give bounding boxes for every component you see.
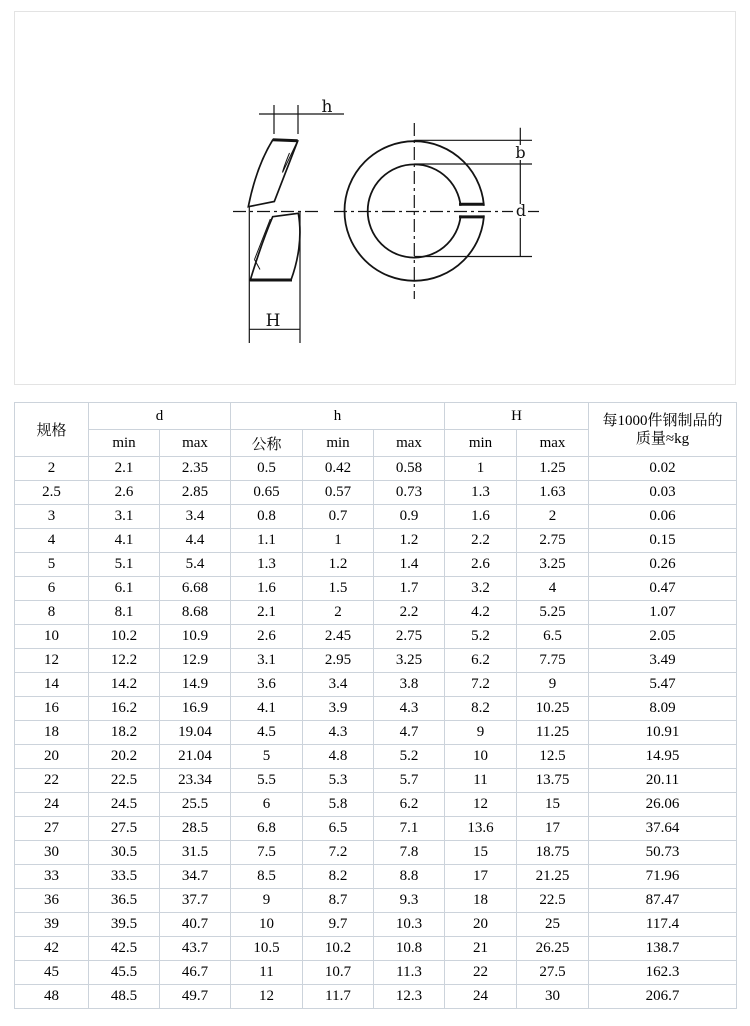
header-mass-line2: 质量≈kg [635, 430, 690, 447]
table-cell: 8.2 [445, 697, 517, 721]
table-cell: 162.3 [589, 961, 737, 985]
table-cell: 13.75 [517, 769, 589, 793]
table-row [15, 865, 737, 889]
table-cell: 1.63 [517, 481, 589, 505]
table-cell: 3.4 [303, 673, 374, 697]
table-cell: 31.5 [160, 841, 231, 865]
table-cell: 0.47 [589, 577, 737, 601]
table-row [15, 721, 737, 745]
table-cell: 21.25 [517, 865, 589, 889]
table-cell: 206.7 [589, 985, 737, 1009]
table-cell: 5 [15, 553, 89, 577]
table-row [15, 817, 737, 841]
table-cell: 5.3 [303, 769, 374, 793]
table-cell: 26.06 [589, 793, 737, 817]
table-cell: 14.9 [160, 673, 231, 697]
table-cell: 16.9 [160, 697, 231, 721]
table-cell: 0.57 [303, 481, 374, 505]
table-cell: 12.9 [160, 649, 231, 673]
table-cell: 1.6 [445, 505, 517, 529]
table-row [15, 505, 737, 529]
table-cell: 46.7 [160, 961, 231, 985]
table-cell: 5.2 [374, 745, 445, 769]
table-cell: 25.5 [160, 793, 231, 817]
table-cell: 37.64 [589, 817, 737, 841]
table-cell: 33 [15, 865, 89, 889]
table-cell: 7.5 [231, 841, 303, 865]
side-view-upper-section [248, 140, 297, 207]
table-cell: 17 [445, 865, 517, 889]
table-cell: 4.3 [374, 697, 445, 721]
table-cell: 27.5 [517, 961, 589, 985]
table-cell: 24 [15, 793, 89, 817]
header-H: H [445, 403, 589, 430]
table-cell: 34.7 [160, 865, 231, 889]
header-d-min: min [89, 430, 160, 457]
table-cell: 17 [517, 817, 589, 841]
table-cell: 7.2 [303, 841, 374, 865]
spring-washer-drawing [15, 12, 735, 384]
table-cell: 48 [15, 985, 89, 1009]
table-cell: 4.7 [374, 721, 445, 745]
table-cell: 1.4 [374, 553, 445, 577]
drawing-panel [14, 11, 736, 385]
table-cell: 10 [445, 745, 517, 769]
table-cell: 30.5 [89, 841, 160, 865]
table-cell: 1.7 [374, 577, 445, 601]
table-cell: 2.1 [89, 457, 160, 481]
table-cell: 16.2 [89, 697, 160, 721]
table-cell: 1.3 [445, 481, 517, 505]
table-cell: 3 [15, 505, 89, 529]
table-cell: 0.9 [374, 505, 445, 529]
table-cell: 12.5 [517, 745, 589, 769]
table-cell: 10.2 [303, 937, 374, 961]
side-view-lower-section [250, 213, 300, 280]
table-cell: 4 [15, 529, 89, 553]
table-cell: 2 [517, 505, 589, 529]
header-H-max: max [517, 430, 589, 457]
table-cell: 13.6 [445, 817, 517, 841]
table-cell: 4.5 [231, 721, 303, 745]
table-cell: 3.1 [231, 649, 303, 673]
table-cell: 3.8 [374, 673, 445, 697]
dim-label-h: h [321, 97, 333, 117]
table-header [15, 403, 737, 457]
table-cell: 87.47 [589, 889, 737, 913]
table-cell: 10 [15, 625, 89, 649]
table-cell: 4.1 [231, 697, 303, 721]
table-cell: 0.42 [303, 457, 374, 481]
table-cell: 18 [15, 721, 89, 745]
table-cell: 40.7 [160, 913, 231, 937]
side-view-upper-top-edge [273, 140, 298, 141]
table-cell: 2.2 [374, 601, 445, 625]
table-cell: 3.25 [517, 553, 589, 577]
table-cell: 5.25 [517, 601, 589, 625]
table-cell: 18.75 [517, 841, 589, 865]
table-cell: 2.6 [89, 481, 160, 505]
table-cell: 12 [231, 985, 303, 1009]
table-cell: 6.2 [445, 649, 517, 673]
table-cell: 4.4 [160, 529, 231, 553]
table-cell: 3.49 [589, 649, 737, 673]
header-row-1 [15, 403, 737, 430]
table-cell: 14 [15, 673, 89, 697]
table-row [15, 625, 737, 649]
table-cell: 0.02 [589, 457, 737, 481]
table-cell: 6.5 [303, 817, 374, 841]
table-cell: 0.06 [589, 505, 737, 529]
table-cell: 2.2 [445, 529, 517, 553]
table-cell: 2.85 [160, 481, 231, 505]
table-cell: 10.8 [374, 937, 445, 961]
table-cell: 4.8 [303, 745, 374, 769]
dimension-table [14, 402, 737, 1009]
table-cell: 5.7 [374, 769, 445, 793]
table-cell: 24 [445, 985, 517, 1009]
split-gap [451, 206, 494, 216]
table-cell: 3.25 [374, 649, 445, 673]
table-cell: 3.1 [89, 505, 160, 529]
table-cell: 20 [445, 913, 517, 937]
table-cell: 2.5 [15, 481, 89, 505]
table-cell: 37.7 [160, 889, 231, 913]
table-cell: 8.5 [231, 865, 303, 889]
table-cell: 20.11 [589, 769, 737, 793]
table-row [15, 697, 737, 721]
table-cell: 14.95 [589, 745, 737, 769]
table-cell: 4 [517, 577, 589, 601]
table-cell: 18 [445, 889, 517, 913]
table-cell: 1.2 [303, 553, 374, 577]
table-cell: 3.2 [445, 577, 517, 601]
table-cell: 12 [445, 793, 517, 817]
table-cell: 36 [15, 889, 89, 913]
table-cell: 26.25 [517, 937, 589, 961]
table-cell: 1.1 [231, 529, 303, 553]
table-row [15, 457, 737, 481]
table-cell: 12.3 [374, 985, 445, 1009]
table-cell: 21 [445, 937, 517, 961]
table-cell: 3.4 [160, 505, 231, 529]
table-cell: 4.1 [89, 529, 160, 553]
table-cell: 9.3 [374, 889, 445, 913]
table-cell: 1.25 [517, 457, 589, 481]
table-cell: 138.7 [589, 937, 737, 961]
table-row [15, 841, 737, 865]
header-mass [589, 403, 737, 457]
header-spec: 规格 [15, 403, 89, 457]
table-cell: 8.8 [374, 865, 445, 889]
table-cell: 11.7 [303, 985, 374, 1009]
table-row [15, 481, 737, 505]
table-cell: 16 [15, 697, 89, 721]
table-cell: 20.2 [89, 745, 160, 769]
table-cell: 18.2 [89, 721, 160, 745]
table-cell: 11.3 [374, 961, 445, 985]
header-d: d [89, 403, 231, 430]
header-h-nominal: 公称 [231, 430, 303, 457]
table-cell: 45.5 [89, 961, 160, 985]
table-cell: 5.5 [231, 769, 303, 793]
table-cell: 8.68 [160, 601, 231, 625]
table-cell: 10.3 [374, 913, 445, 937]
table-row [15, 793, 737, 817]
table-cell: 10.9 [160, 625, 231, 649]
table-cell: 49.7 [160, 985, 231, 1009]
table-cell: 39 [15, 913, 89, 937]
table-row [15, 961, 737, 985]
table-cell: 9 [445, 721, 517, 745]
table-cell: 30 [517, 985, 589, 1009]
table-cell: 7.1 [374, 817, 445, 841]
table-cell: 25 [517, 913, 589, 937]
table-cell: 42 [15, 937, 89, 961]
table-cell: 2.95 [303, 649, 374, 673]
header-H-min: min [445, 430, 517, 457]
table-row [15, 529, 737, 553]
table-cell: 6 [15, 577, 89, 601]
table-cell: 10.25 [517, 697, 589, 721]
table-cell: 8.2 [303, 865, 374, 889]
table-cell: 9 [517, 673, 589, 697]
table-cell: 9 [231, 889, 303, 913]
table-cell: 6 [231, 793, 303, 817]
spec-table-body [15, 457, 737, 1009]
table-cell: 0.65 [231, 481, 303, 505]
table-cell: 23.34 [160, 769, 231, 793]
table-cell: 1.3 [231, 553, 303, 577]
table-cell: 22.5 [89, 769, 160, 793]
table-row [15, 769, 737, 793]
table-cell: 11.25 [517, 721, 589, 745]
table-cell: 43.7 [160, 937, 231, 961]
table-cell: 24.5 [89, 793, 160, 817]
table-row [15, 553, 737, 577]
table-row [15, 673, 737, 697]
table-cell: 1 [445, 457, 517, 481]
table-cell: 0.03 [589, 481, 737, 505]
table-row [15, 937, 737, 961]
table-cell: 0.58 [374, 457, 445, 481]
table-cell: 10.7 [303, 961, 374, 985]
table-cell: 42.5 [89, 937, 160, 961]
table-cell: 2.6 [231, 625, 303, 649]
table-cell: 10.5 [231, 937, 303, 961]
table-cell: 39.5 [89, 913, 160, 937]
table-row [15, 649, 737, 673]
table-cell: 28.5 [160, 817, 231, 841]
table-cell: 48.5 [89, 985, 160, 1009]
table-cell: 5.47 [589, 673, 737, 697]
table-cell: 21.04 [160, 745, 231, 769]
header-d-max: max [160, 430, 231, 457]
table-cell: 2.35 [160, 457, 231, 481]
table-cell: 10 [231, 913, 303, 937]
table-cell: 0.5 [231, 457, 303, 481]
table-cell: 6.5 [517, 625, 589, 649]
table-cell: 22.5 [517, 889, 589, 913]
table-cell: 11 [445, 769, 517, 793]
table-cell: 0.73 [374, 481, 445, 505]
table-cell: 1.07 [589, 601, 737, 625]
table-cell: 3.6 [231, 673, 303, 697]
table-cell: 27.5 [89, 817, 160, 841]
header-h-min: min [303, 430, 374, 457]
table-cell: 12 [15, 649, 89, 673]
table-cell: 7.2 [445, 673, 517, 697]
table-cell: 27 [15, 817, 89, 841]
table-cell: 4.3 [303, 721, 374, 745]
dim-label-d: d [515, 201, 527, 220]
table-cell: 1.6 [231, 577, 303, 601]
table-cell: 5.4 [160, 553, 231, 577]
table-cell: 0.7 [303, 505, 374, 529]
table-cell: 6.8 [231, 817, 303, 841]
table-cell: 2.6 [445, 553, 517, 577]
table-cell: 22 [15, 769, 89, 793]
table-cell: 2.75 [517, 529, 589, 553]
table-cell: 20 [15, 745, 89, 769]
table-cell: 2.45 [303, 625, 374, 649]
table-cell: 45 [15, 961, 89, 985]
table-cell: 5.2 [445, 625, 517, 649]
table-cell: 0.8 [231, 505, 303, 529]
table-cell: 36.5 [89, 889, 160, 913]
header-h-max: max [374, 430, 445, 457]
table-cell: 15 [517, 793, 589, 817]
table-cell: 4.2 [445, 601, 517, 625]
table-cell: 33.5 [89, 865, 160, 889]
table-cell: 2.75 [374, 625, 445, 649]
table-cell: 11 [231, 961, 303, 985]
table-cell: 22 [445, 961, 517, 985]
table-cell: 7.75 [517, 649, 589, 673]
dim-label-H: H [265, 311, 281, 331]
table-cell: 6.1 [89, 577, 160, 601]
dim-label-b: b [515, 143, 526, 162]
table-cell: 50.73 [589, 841, 737, 865]
table-cell: 117.4 [589, 913, 737, 937]
table-cell: 15 [445, 841, 517, 865]
table-cell: 5 [231, 745, 303, 769]
table-cell: 5.8 [303, 793, 374, 817]
table-row [15, 889, 737, 913]
table-cell: 0.26 [589, 553, 737, 577]
table-cell: 2 [15, 457, 89, 481]
table-cell: 1.5 [303, 577, 374, 601]
table-row [15, 601, 737, 625]
table-cell: 5.1 [89, 553, 160, 577]
table-cell: 1 [303, 529, 374, 553]
table-cell: 2 [303, 601, 374, 625]
table-cell: 9.7 [303, 913, 374, 937]
table-row [15, 985, 737, 1009]
table-cell: 71.96 [589, 865, 737, 889]
table-cell: 14.2 [89, 673, 160, 697]
table-cell: 30 [15, 841, 89, 865]
table-row [15, 745, 737, 769]
table-cell: 8 [15, 601, 89, 625]
table-cell: 7.8 [374, 841, 445, 865]
table-cell: 0.15 [589, 529, 737, 553]
table-cell: 8.7 [303, 889, 374, 913]
header-mass-line1: 每1000件钢制品的 [602, 412, 723, 429]
table-cell: 6.68 [160, 577, 231, 601]
table-cell: 8.09 [589, 697, 737, 721]
table-cell: 19.04 [160, 721, 231, 745]
table-cell: 12.2 [89, 649, 160, 673]
table-cell: 10.91 [589, 721, 737, 745]
table-row [15, 913, 737, 937]
table-cell: 6.2 [374, 793, 445, 817]
table-row [15, 577, 737, 601]
table-cell: 8.1 [89, 601, 160, 625]
table-cell: 10.2 [89, 625, 160, 649]
table-cell: 2.05 [589, 625, 737, 649]
table-cell: 1.2 [374, 529, 445, 553]
header-h: h [231, 403, 445, 430]
table-cell: 3.9 [303, 697, 374, 721]
table-cell: 2.1 [231, 601, 303, 625]
